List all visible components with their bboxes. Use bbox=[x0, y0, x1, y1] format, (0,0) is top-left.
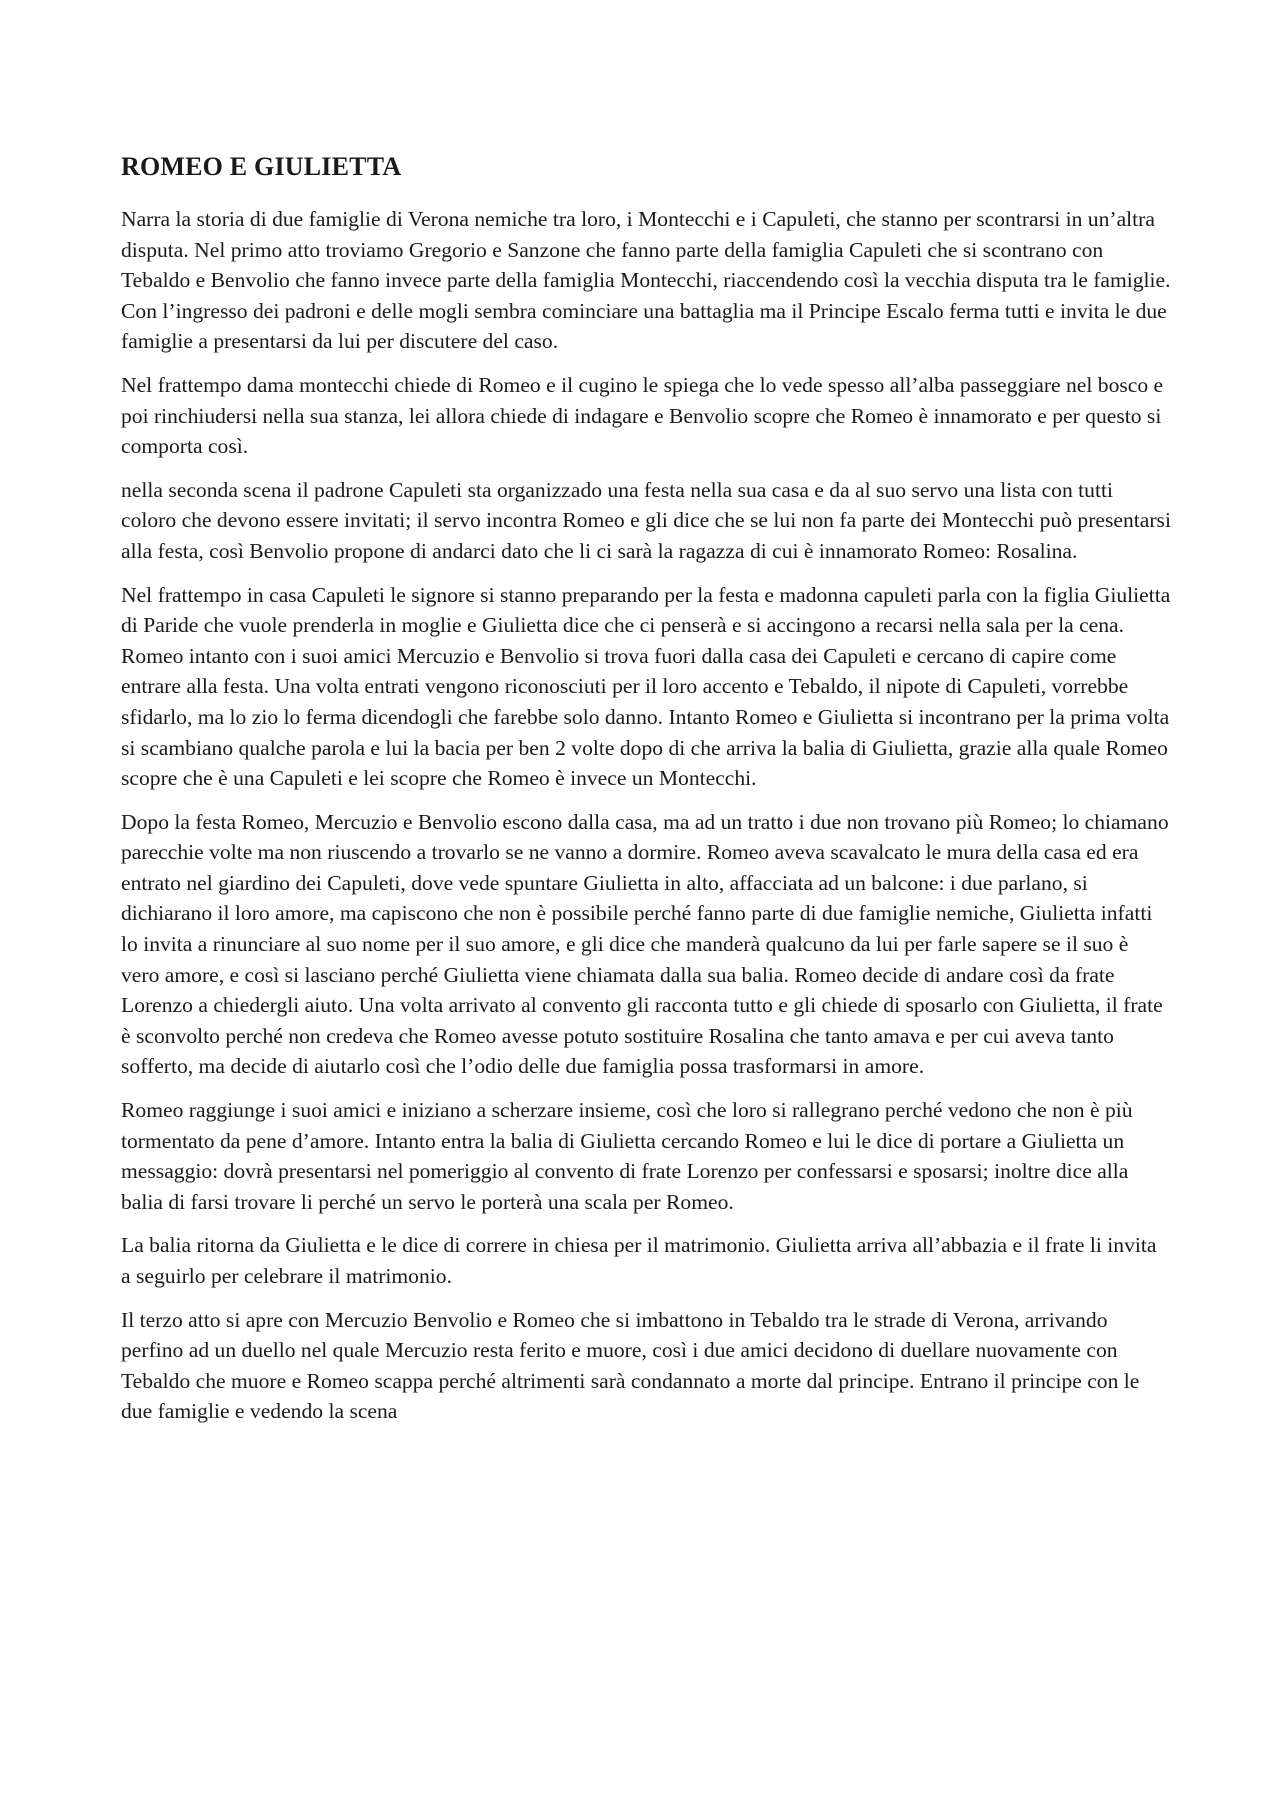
paragraph-5: Dopo la festa Romeo, Mercuzio e Benvolio escono dalla casa, ma ad un tratto i due non trovano più Romeo; lo chiamano parecchie volte ma non riuscendo a trovarlo se ne vanno a dormire. Romeo aveva scavalcato le mura della casa ed era entrato nel giardino dei Capuleti, dove vede spuntare Giulietta in alto, affacciata ad un balcone: i due parlano, si dichiarano il loro amore, ma capiscono che non è possibile perché fanno parte di due famiglie nemiche, Giulietta infatti lo invita a rinunciare al suo nome per il suo amore, e gli dice che manderà qualcuno da lui per farle sapere se il suo è vero amore, e così si lasciano perché Giulietta viene chiamata dalla sua balia. Romeo decide di andare così da frate Lorenzo a chiedergli aiuto. Una volta arrivato al convento gli racconta tutto e gli chiede di sposarlo con Giulietta, il frate è sconvolto perché non credeva che Romeo avesse potuto sostituire Rosalina che tanto amava e per cui aveva tanto sofferto, ma decide di aiutarlo così che l’odio delle due famiglia possa trasformarsi in amore. bbox=[121, 809, 1169, 1079]
paragraph-8: Il terzo atto si apre con Mercuzio Benvolio e Romeo che si imbattono in Tebaldo tra le strade di Verona, arrivando perfino ad un duello nel quale Mercuzio resta ferito e muore, così i due amici decidono di duellare nuovamente con Tebaldo che muore e Romeo scappa perché altrimenti sarà condannato a morte dal principe. Entrano il principe con le due famiglie e vedendo la scena bbox=[121, 1307, 1140, 1424]
document-title: ROMEO E GIULIETTA bbox=[121, 152, 402, 181]
paragraph-6: Romeo raggiunge i suoi amici e iniziano a scherzare insieme, così che loro si rallegrano perché vedono che non è più tormentato da pene d’amore. Intanto entra la balia di Giulietta cercando Romeo e lui le dice di portare a Giulietta un messaggio: dovrà presentarsi nel pomeriggio al convento di frate Lorenzo per confessarsi e sposarsi; inoltre dice alla balia di farsi trovare li perché un servo le porterà una scala per Romeo. bbox=[121, 1098, 1133, 1214]
paragraph-4: Nel frattempo in casa Capuleti le signore si stanno preparando per la festa e madonna capuleti parla con la figlia Giulietta di Paride che vuole prenderla in moglie e Giulietta dice che ci penserà e si accingono a recarsi nella sala per la cena. Romeo intanto con i suoi amici Mercuzio e Benvolio si trova fuori dalla casa dei Capuleti e cercano di capire come entrare alla festa. Una volta entrati vengono riconosciuti per il loro accento e Tebaldo, il nipote di Capuleti, vorrebbe sfidarlo, ma lo zio lo ferma dicendogli che farebbe solo danno. Intanto Romeo e Giulietta si incontrano per la prima volta si scambiano qualche parola e lui la bacia per ben 2 volte dopo di che arriva la balia di Giulietta, grazie alla quale Romeo scopre che è una Capuleti e lei scopre che Romeo è invece un Montecchi. bbox=[121, 582, 1171, 791]
paragraph-2: Nel frattempo dama montecchi chiede di Romeo e il cugino le spiega che lo vede spesso all’alba passeggiare nel bosco e poi rinchiudersi nella sua stanza, lei allora chiede di indagare e Benvolio scopre che Romeo è innamorato e per questo si comporta così. bbox=[121, 372, 1164, 459]
paragraph-7: La balia ritorna da Giulietta e le dice di correre in chiesa per il matrimonio. Giulietta arriva all’abbazia e il frate li invita a seguirlo per celebrare il matrimonio. bbox=[121, 1233, 1157, 1288]
document-body bbox=[121, 150, 1171, 1440]
paragraph-1: Narra la storia di due famiglie di Verona nemiche tra loro, i Montecchi e i Capuleti, che stanno per scontrarsi in un’altra disputa. Nel primo atto troviamo Gregorio e Sanzone che fanno parte della famiglia Capuleti che si scontrano con Tebaldo e Benvolio che fanno invece parte della famiglia Montecchi, riaccendendo così la vecchia disputa tra le famiglie. Con l’ingresso dei padroni e delle mogli sembra cominciare una battaglia ma il Principe Escalo ferma tutti e invita le due famiglie a presentarsi da lui per discutere del caso. bbox=[121, 207, 1171, 354]
paragraph-3: nella seconda scena il padrone Capuleti sta organizzado una festa nella sua casa e da al suo servo una lista con tutti coloro che devono essere invitati; il servo incontra Romeo e gli dice che se lui non fa parte dei Montecchi può presentarsi alla festa, così Benvolio propone di andarci dato che li ci sarà la ragazza di cui è innamorato Romeo: Rosalina. bbox=[121, 477, 1171, 563]
